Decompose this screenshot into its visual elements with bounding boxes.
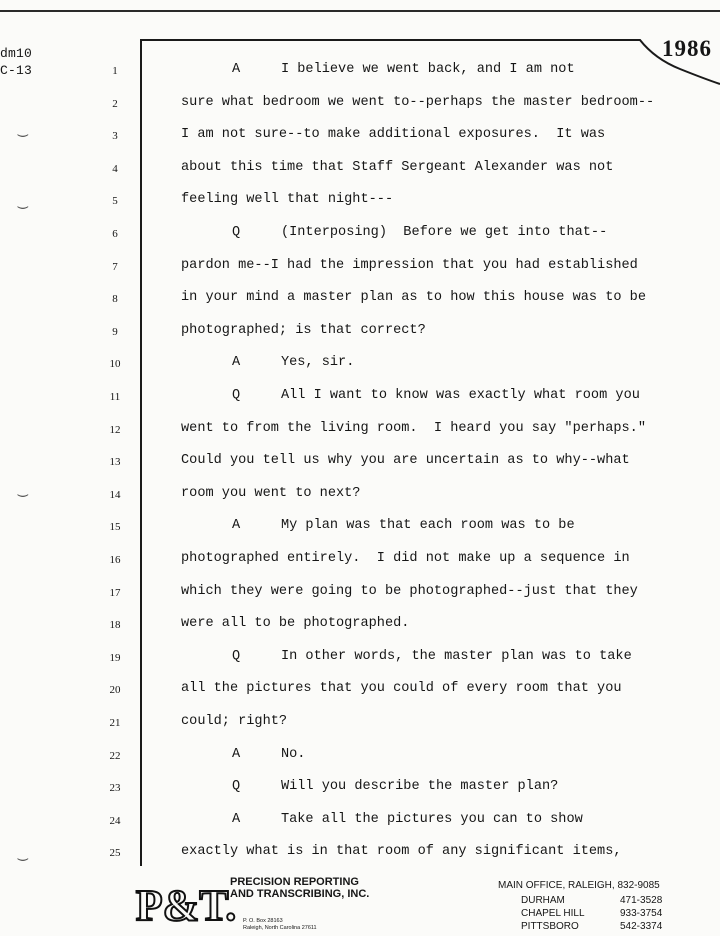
company-address <box>243 918 317 932</box>
company-line-1: PRECISION REPORTING <box>230 876 359 888</box>
line-number: 25 <box>109 847 121 860</box>
transcript-line: A I believe we went back, and I am not <box>232 62 575 77</box>
transcript-line: could; right? <box>181 714 288 729</box>
line-number: 24 <box>109 814 121 827</box>
line-number: 7 <box>112 260 118 273</box>
line-number: 2 <box>112 97 118 110</box>
office-city: DURHAM <box>521 895 565 906</box>
line-number: 11 <box>109 391 121 403</box>
logo-text: P&T. <box>135 881 237 930</box>
margin-mark: ‿ <box>18 844 28 862</box>
address-line-1: P. O. Box 28163 <box>243 918 283 924</box>
transcript-line: A My plan was that each room was to be <box>232 518 575 534</box>
line-number: 4 <box>112 162 118 175</box>
line-number: 1 <box>112 65 118 77</box>
transcript-line: which they were going to be photographed--just that they <box>181 583 638 599</box>
line-number: 3 <box>112 130 118 143</box>
margin-code-1: dm10 <box>0 46 33 61</box>
margin-mark: ‿ <box>18 480 28 498</box>
line-number: 14 <box>109 488 121 501</box>
transcript-line: in your mind a master plan as to how this house was to be <box>181 290 646 306</box>
transcript-line: A Take all the pictures you can to show <box>232 811 583 827</box>
transcript-line: feeling well that night--- <box>181 192 394 208</box>
top-rule <box>0 10 720 12</box>
main-office: MAIN OFFICE, RALEIGH, 832-9085 <box>498 880 660 891</box>
transcript-line: photographed; is that correct? <box>181 322 426 338</box>
line-number: 19 <box>109 651 121 664</box>
line-number: 6 <box>112 228 118 240</box>
office-city: PITTSBORO <box>521 921 579 932</box>
transcript-line: exactly what is in that room of any significant items, <box>181 844 622 860</box>
office-phone: 471-3528 <box>620 895 663 906</box>
page-number: 1986 <box>662 36 712 61</box>
office-phone: 542-3374 <box>620 921 663 932</box>
transcript-line: Q Will you describe the master plan? <box>232 779 559 795</box>
line-number: 22 <box>109 749 121 762</box>
transcript-line: pardon me--I had the impression that you had established <box>181 257 638 273</box>
transcript-line: I am not sure--to make additional exposures. It was <box>181 127 606 143</box>
line-number: 10 <box>109 358 121 371</box>
office-city: CHAPEL HILL <box>521 908 585 919</box>
address-line-2: Raleigh, North Carolina 27611 <box>243 925 317 931</box>
line-number: 23 <box>109 782 121 795</box>
transcript-line: went to from the living room. I heard you say "perhaps." <box>181 420 646 436</box>
reporting-company-logo <box>135 876 237 932</box>
office-phone: 933-3754 <box>620 908 663 919</box>
line-number: 8 <box>112 293 118 306</box>
line-number: 12 <box>109 423 121 436</box>
transcript-line: about this time that Staff Sergeant Alexander was not <box>181 159 614 175</box>
line-number: 21 <box>109 717 121 729</box>
margin-code-2: C-13 <box>0 63 33 78</box>
transcript-line: A Yes, sir. <box>232 355 355 371</box>
company-name <box>230 876 369 900</box>
transcript-line: photographed entirely. I did not make up a sequence in <box>181 551 630 566</box>
transcript-line: Q In other words, the master plan was to take <box>232 648 632 664</box>
transcript-line: Q (Interposing) Before we get into that-- <box>232 225 608 240</box>
company-line-2: AND TRANSCRIBING, INC. <box>230 888 370 900</box>
transcript-line: Could you tell us why you are uncertain as to why--what <box>181 453 630 469</box>
transcript-line: all the pictures that you could of every room that you <box>181 681 622 697</box>
line-number: 18 <box>109 619 121 632</box>
transcript-line: A No. <box>232 746 306 762</box>
transcript-line: Q All I want to know was exactly what room you <box>232 388 640 403</box>
line-number: 5 <box>112 195 118 208</box>
transcript-line: sure what bedroom we went to--perhaps the master bedroom-- <box>181 94 655 110</box>
margin-mark: ‿ <box>18 120 28 138</box>
line-number: 17 <box>109 586 121 599</box>
line-number: 20 <box>109 684 121 697</box>
line-number: 16 <box>109 554 121 566</box>
margin-mark: ‿ <box>18 192 28 210</box>
transcript-line: room you went to next? <box>181 485 361 501</box>
transcript-line: were all to be photographed. <box>181 616 410 632</box>
line-number: 9 <box>112 325 118 338</box>
line-number: 15 <box>109 521 121 534</box>
line-number: 13 <box>109 456 121 469</box>
